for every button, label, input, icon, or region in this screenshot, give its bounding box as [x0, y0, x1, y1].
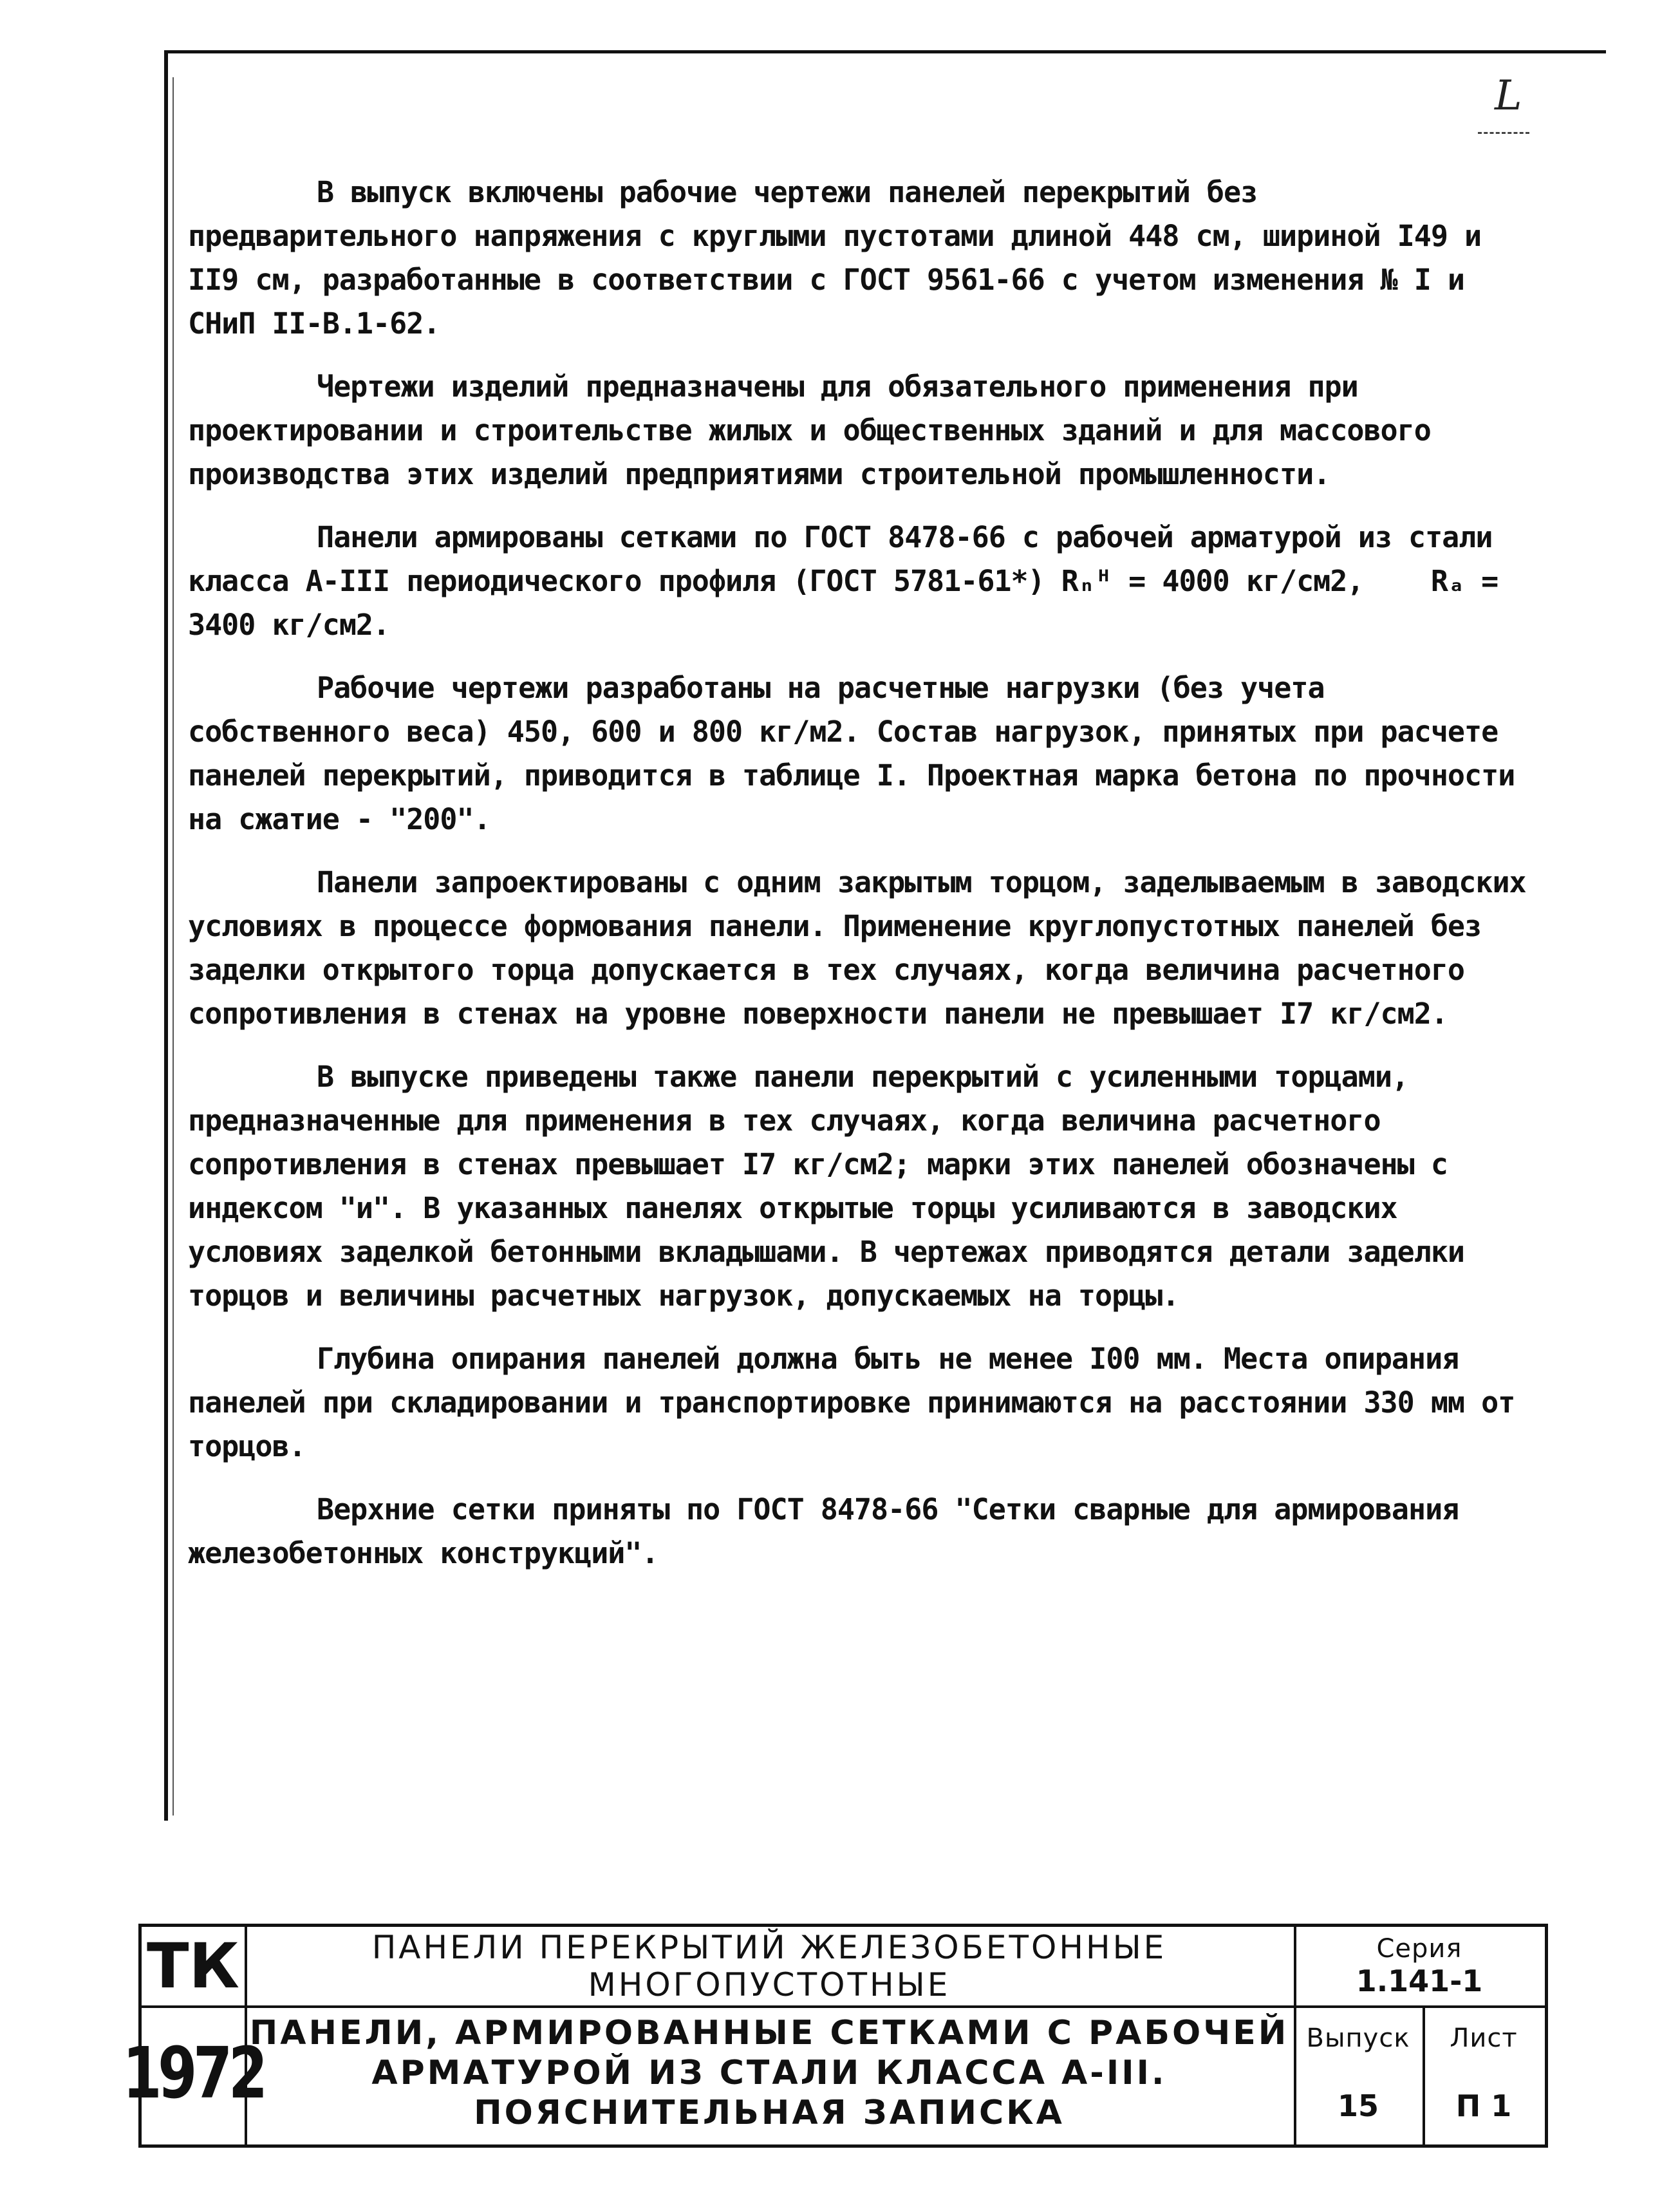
paragraph-purpose: Чертежи изделий предназначены для обязательного применения при проектировании и строительстве жилых и общественных зданий и для массового производства этих изделий предприятиями строительной промышленности.	[188, 370, 1448, 491]
frame-left-border	[164, 50, 168, 1821]
series-title-line-2: МНОГОПУСТОТНЫЕ	[588, 1966, 951, 2003]
paragraph-bearing-depth: Глубина опирания панелей должна быть не менее I00 мм. Места опирания панелей при складировании и транспортировке принимаются на расстоянии 330 мм от торцов.	[188, 1342, 1532, 1463]
issue-title-line-1: ПАНЕЛИ, АРМИРОВАННЫЕ СЕТКАМИ С РАБОЧЕЙ	[249, 2014, 1289, 2052]
year-mark: 1972	[122, 2032, 264, 2114]
frame-top-border	[164, 50, 1606, 53]
series-cell	[1294, 1927, 1545, 2005]
paragraph-reinforcement: Панели армированы сетками по ГОСТ 8478-66 с рабочей арматурой из стали класса А-III периодического профиля (ГОСТ 5781-61*) Rₙᴴ = 4000 кг/см2, Rₐ = 3400 кг/см2.	[188, 520, 1515, 642]
sheet-value: П 1	[1455, 2088, 1512, 2123]
issue-cell	[1294, 2005, 1423, 2141]
series-title	[245, 1927, 1294, 2005]
title-block	[122, 1924, 1548, 2148]
paragraph-scope: В выпуск включены рабочие чертежи панелей перекрытий без предварительного напряжения с круглыми пустотами длиной 448 см, шириной I49 и II9 см, разработанные в соответствии с ГОСТ 9561-66 с учетом изменения № I и СНиП II-В.1-62.	[188, 175, 1498, 341]
sheet-mark: L	[1495, 72, 1522, 120]
paragraph-loads: Рабочие чертежи разработаны на расчетные нагрузки (без учета собственного веса) 450, 600 и 800 кг/м2. Состав нагрузок, принятых при расчете панелей перекрытий, приводится в таблице I. Проектная марка бетона по прочности на сжатие - "200".	[188, 671, 1532, 836]
explanatory-note-body	[188, 171, 1543, 1595]
issue-title-line-3: ПОЯСНИТЕЛЬНАЯ ЗАПИСКА	[474, 2094, 1065, 2132]
paragraph-closed-end: Панели запроектированы с одним закрытым торцом, заделываемым в заводских условиях в процессе формования панели. Применение круглопустотных панелей без заделки открытого торца допускается в тех случаях, когда величина расчетного сопротивления в стенах на уровне поверхности панели не превышает I7 кг/см2.	[188, 865, 1543, 1031]
series-value: 1.141-1	[1356, 1964, 1483, 1998]
series-label: Серия	[1376, 1934, 1462, 1964]
sheet-cell	[1423, 2005, 1545, 2141]
sheet-mark-underline	[1478, 132, 1529, 134]
issue-label: Выпуск	[1306, 2023, 1410, 2053]
issue-title-line-2: АРМАТУРОЙ ИЗ СТАЛИ КЛАССА А-III.	[371, 2054, 1167, 2092]
paragraph-reinforced-ends: В выпуске приведены также панели перекрытий с усиленными торцами, предназначенные для применения в тех случаях, когда величина расчетного сопротивления в стенах превышает I7 кг/см2; марки этих панелей обозначены с индексом "и". В указанных панелях открытые торцы усиливаются в заводских условиях заделкой бетонными вкладышами. В чертежах приводятся детали заделки торцов и величины расчетных нагрузок, допускаемых на торцы.	[188, 1060, 1482, 1313]
tk-mark: ТК	[147, 1930, 239, 2002]
series-title-line-1: ПАНЕЛИ ПЕРЕКРЫТИЙ ЖЕЛЕЗОБЕТОННЫЕ	[371, 1929, 1167, 1966]
frame-inner-left-border	[173, 77, 174, 1816]
issue-value: 15	[1337, 2088, 1379, 2123]
paragraph-top-meshes: Верхние сетки приняты по ГОСТ 8478-66 "Сетки сварные для армирования железобетонных конструкций".	[188, 1492, 1476, 1570]
sheet-label: Лист	[1450, 2023, 1518, 2053]
issue-title	[245, 2005, 1294, 2141]
